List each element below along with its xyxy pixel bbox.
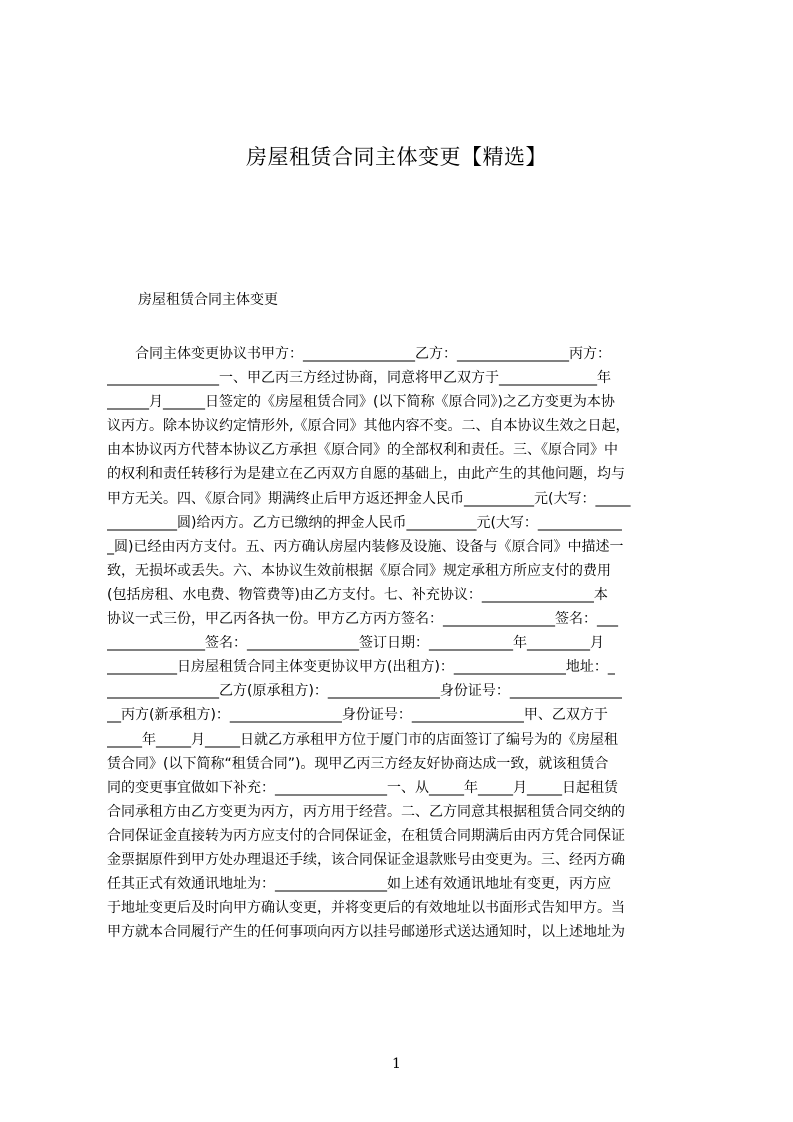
body-text-line: 于地址变更后及时向甲方确认变更，并将变更后的有效地址以书面形式告知甲方。当 — [107, 900, 625, 917]
body-text-line: 合同承租方由乙方变更为丙方，丙方用于经营。二、乙方同意其根据租赁合同交纳的 — [107, 803, 625, 820]
body-text-line: 由本协议丙方代替本协议乙方承担《原合同》的全部权利和责任。三、《原合同》中 — [107, 442, 618, 459]
body-text-line: ________________乙方(原承租方)：________________身份证号：________________ — [107, 683, 622, 700]
body-text-line: 任其正式有效通讯地址为：________________如上述有效通讯地址有变更，丙方应 — [107, 876, 611, 893]
body-text-line: _圆)已经由丙方支付。五、丙方确认房屋内装修及设施、设备与《原合同》中描述一 — [107, 538, 624, 555]
body-text-line: ______月______日签定的《房屋租赁合同》(以下简称《原合同》)之乙方变更为本协 — [107, 394, 615, 411]
body-text-line: 甲方就本合同履行产生的任何事项向丙方以挂号邮递形式送达通知时，以上述地址为 — [107, 924, 625, 941]
body-text-line: 致，无损坏或丢失。六、本协议生效前根据《原合同》规定承租方所应支付的费用 — [107, 562, 611, 579]
document-body — [107, 342, 697, 944]
page-number: 1 — [392, 1056, 401, 1072]
body-text-line: __________圆)给丙方。乙方已缴纳的押金人民币__________元(大写：____________ — [107, 514, 622, 531]
body-text-line: 金票据原件到甲方处办理退还手续，该合同保证金退款账号由变更为。三、经丙方确 — [107, 851, 625, 868]
body-text-line: 议丙方。除本协议约定情形外,《原合同》其他内容不变。二、自本协议生效之日起， — [107, 418, 630, 435]
body-text-line: _____年_____月_____日就乙方承租甲方位于厦门市的店面签订了编号为的《房屋租 — [107, 731, 618, 748]
body-text-line: 同的变更事宜做如下补充：________________一、从_____年_____月_____日起租赁 — [107, 779, 618, 796]
body-text-line: 赁合同》(以下简称“租赁合同”)。现甲乙丙三方经友好协商达成一致，就该租赁合 — [107, 755, 609, 772]
body-text-line: 合同主体变更协议书甲方：________________乙方：________________丙方： — [107, 346, 611, 362]
body-text-line: 甲方无关。四、《原合同》期满终止后甲方返还押金人民币__________元(大写：_____ — [107, 490, 631, 507]
body-text-line: (包括房租、水电费、物管费等)由乙方支付。七、补充协议：________________本 — [107, 586, 608, 603]
body-text-line: 协议一式三份，甲乙丙各执一份。甲方乙方丙方签名：________________签名：___ — [107, 611, 618, 628]
body-text-line: ________________一、甲乙丙三方经过协商，同意将甲乙双方于______________年 — [107, 370, 611, 387]
body-text-line: __丙方(新承租方)：________________身份证号：________________甲、乙双方于 — [107, 707, 608, 724]
body-text-line: __________日房屋租赁合同主体变更协议甲方(出租方)：________________地址：_ — [107, 659, 615, 676]
body-text-line: 的权利和责任转移行为是建立在乙丙双方自愿的基础上，由此产生的其他问题，均与 — [107, 466, 625, 483]
body-text-line: 合同保证金直接转为丙方应支付的合同保证金，在租赁合同期满后由丙方凭合同保证 — [107, 827, 625, 844]
body-text-line: ______________签名：________________签订日期：____________年_________月 — [107, 635, 604, 652]
document-subtitle: 房屋租赁合同主体变更 — [138, 292, 278, 308]
document-title: 房屋租赁合同主体变更【精选】 — [246, 145, 547, 169]
